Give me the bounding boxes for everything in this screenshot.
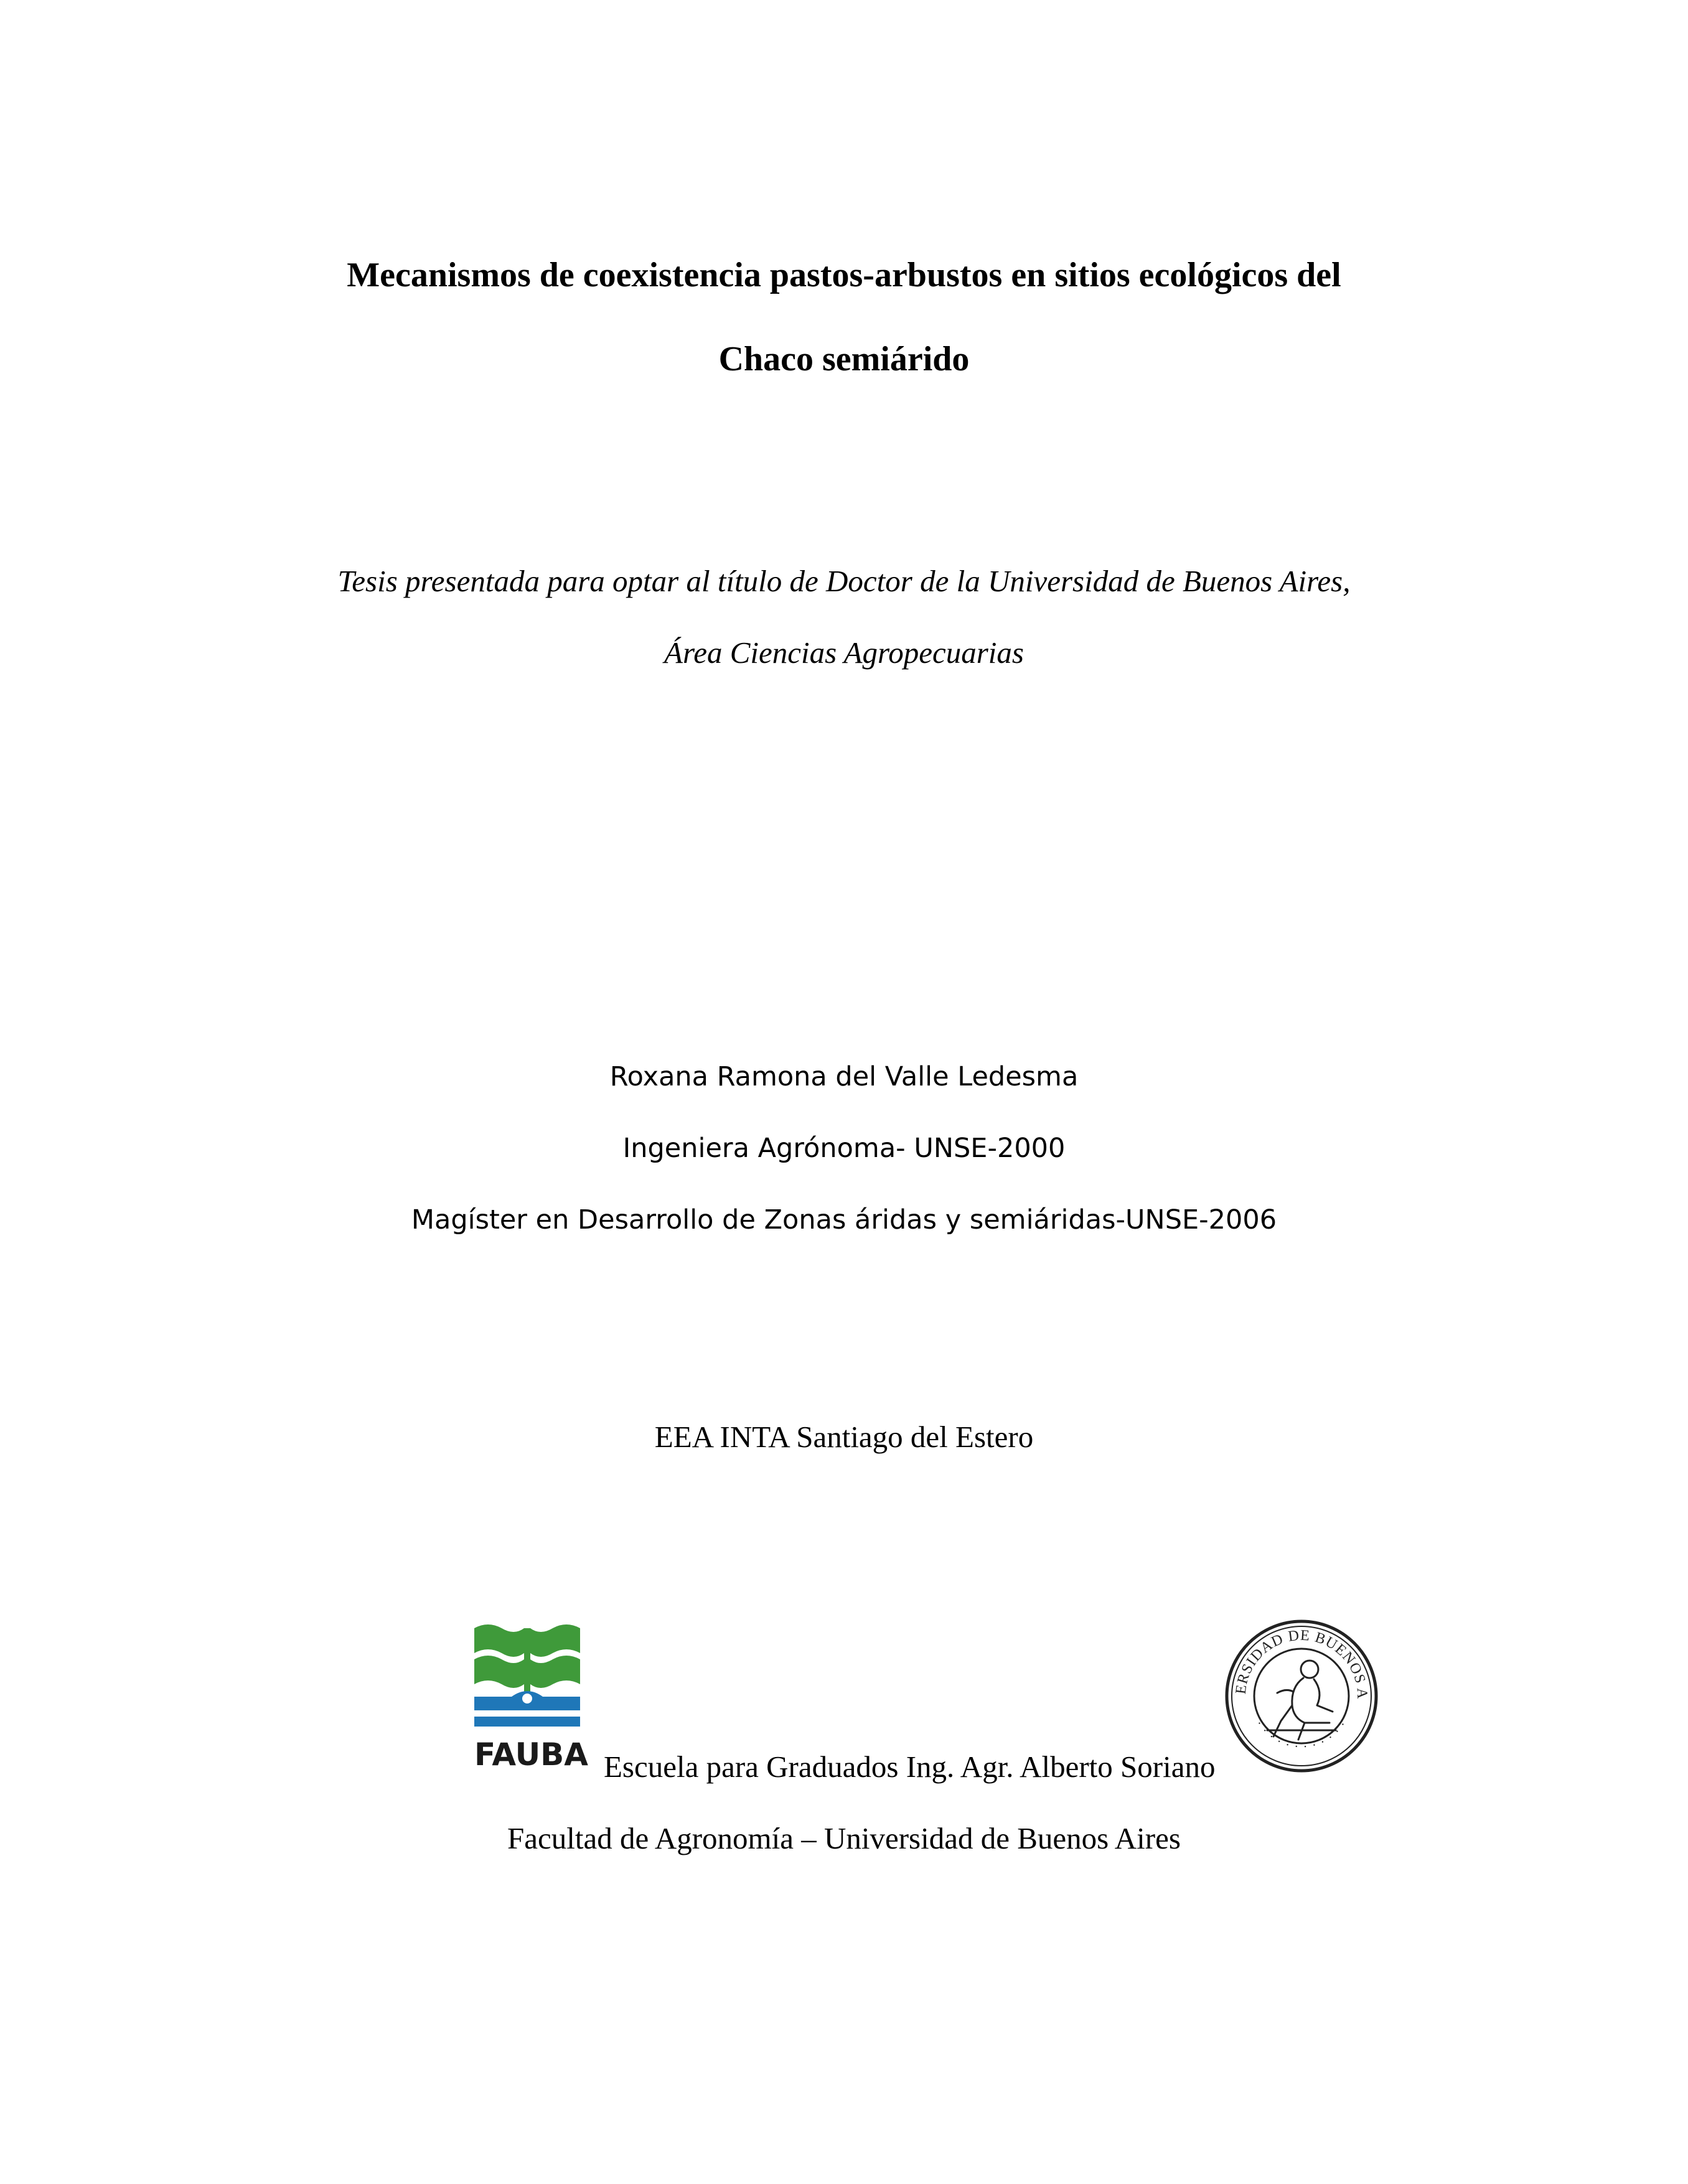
university-seal-icon — [1224, 1618, 1379, 1774]
workplace: EEA INTA Santiago del Estero — [654, 1420, 1034, 1454]
title-line-2: Chaco semiárido — [718, 340, 970, 378]
author-name: Roxana Ramona del Valle Ledesma — [609, 1061, 1079, 1092]
subtitle-line-2: Área Ciencias Agropecuarias — [664, 635, 1024, 670]
uba-seal-logo — [1224, 1618, 1379, 1774]
faculty-name: Facultad de Agronomía – Universidad de Buenos Aires — [507, 1821, 1181, 1855]
seal-ring-text: ERSIDAD DE BUENOS A — [1232, 1627, 1371, 1700]
fauba-logo — [474, 1623, 580, 1729]
school-name: Escuela para Graduados Ing. Agr. Alberto Soriano — [604, 1750, 1216, 1784]
fauba-label: FAUBA — [474, 1736, 588, 1773]
svg-text:· · · · · · · · · · · ·: · · · · · · · · · · · · — [1252, 1718, 1351, 1754]
subtitle-line-1: Tesis presentada para optar al título de Doctor de la Universidad de Buenos Aires, — [337, 564, 1351, 598]
fauba-open-book-wave-icon — [474, 1623, 580, 1729]
title-line-1: Mecanismos de coexistencia pastos-arbustos en sitios ecológicos del — [347, 256, 1341, 294]
author-degree-1: Ingeniera Agrónoma- UNSE-2000 — [622, 1133, 1066, 1164]
author-degree-2: Magíster en Desarrollo de Zonas áridas y semiáridas-UNSE-2006 — [411, 1204, 1277, 1235]
